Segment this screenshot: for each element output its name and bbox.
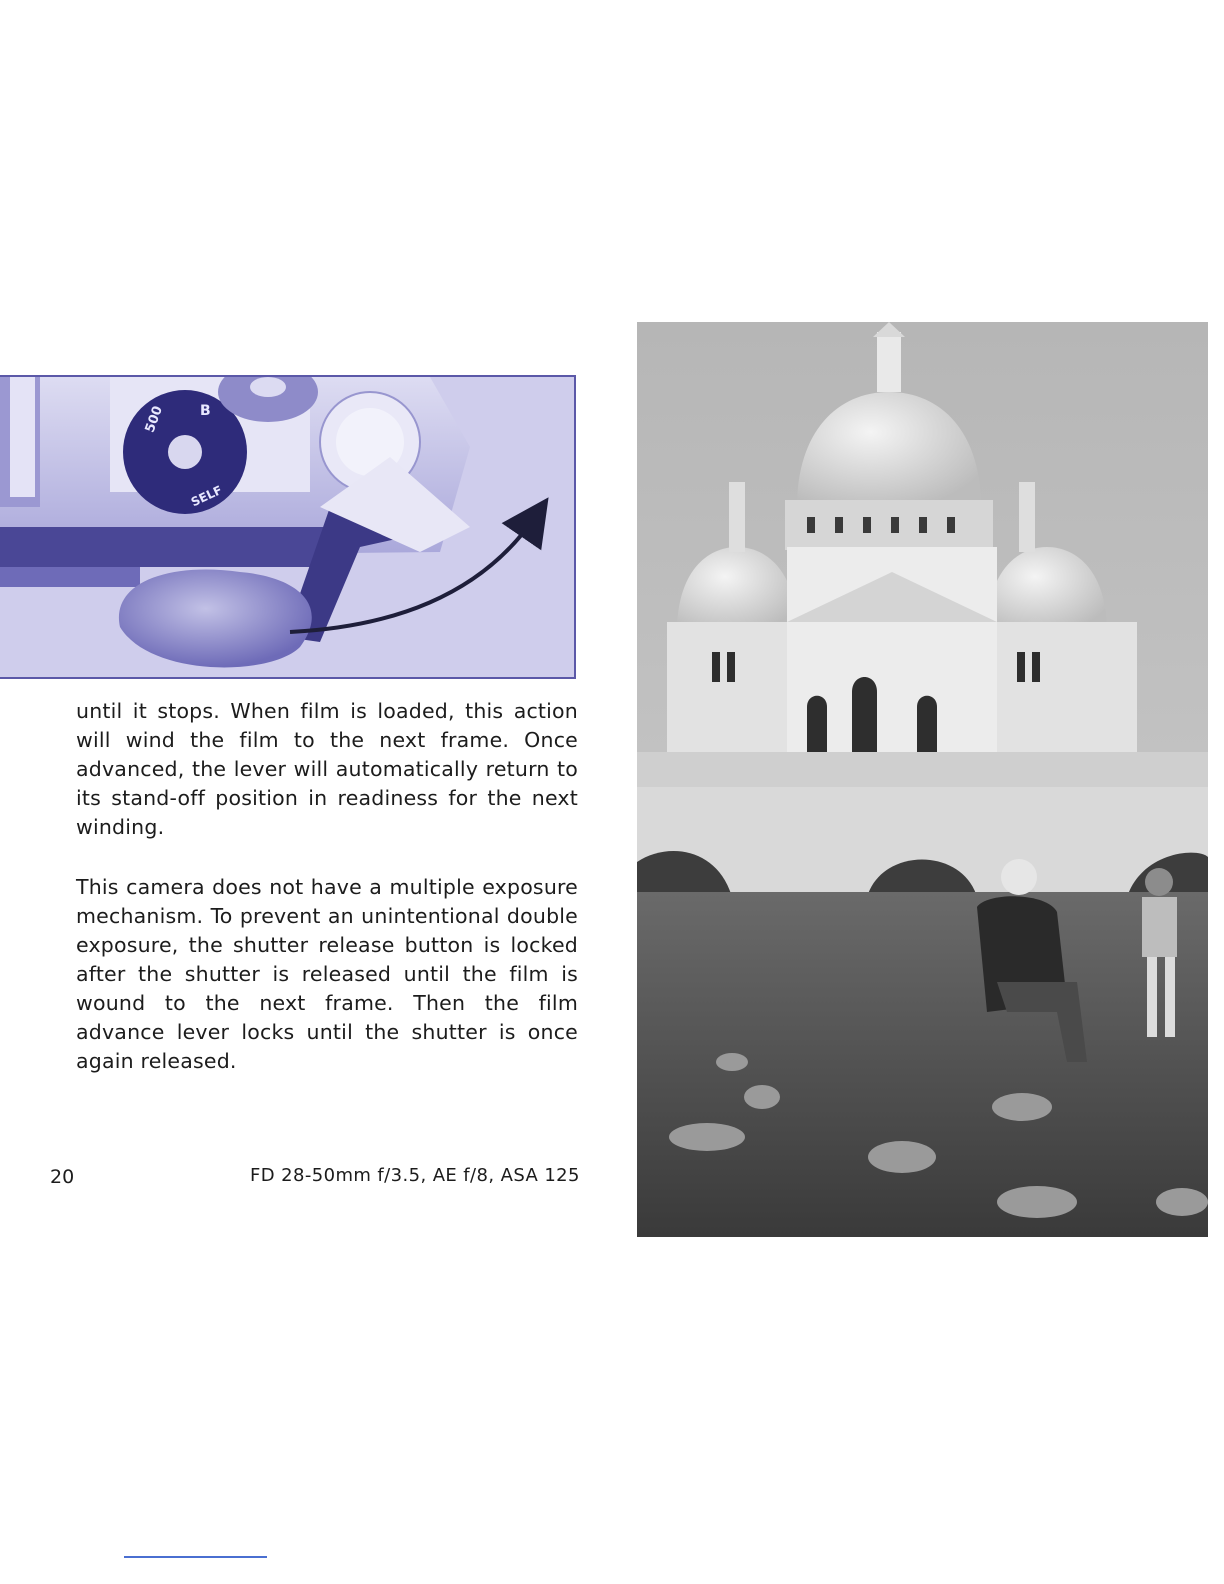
dial-label-b: B [200,403,211,419]
paragraph-double-exposure: This camera does not have a multiple exposure mechanism. To prevent an unintentional double exposure, the shutter release button is locked after the shutter is released until the film is wound to the next frame. Then the film advance lever locks until the shutter is once again released. [76,875,578,1073]
basilica-photo-drawing [637,322,1208,1237]
dial-label-500: 500 [142,404,167,435]
footer-rule [124,1556,267,1558]
camera-top-drawing [0,377,574,677]
dial-label-self: SELF [188,482,225,510]
sacre-coeur-photo [637,322,1208,1237]
paragraph-film-advance: until it stops. When film is loaded, this action will wind the film to the next frame. Once advanced, the lever will automatically return to its stand-off position in readiness for the next winding. [76,699,578,839]
page-number: 20 [50,1166,75,1188]
photo-caption: FD 28-50mm f/3.5, AE f/8, ASA 125 [250,1165,580,1186]
film-advance-lever-illustration [0,375,576,679]
